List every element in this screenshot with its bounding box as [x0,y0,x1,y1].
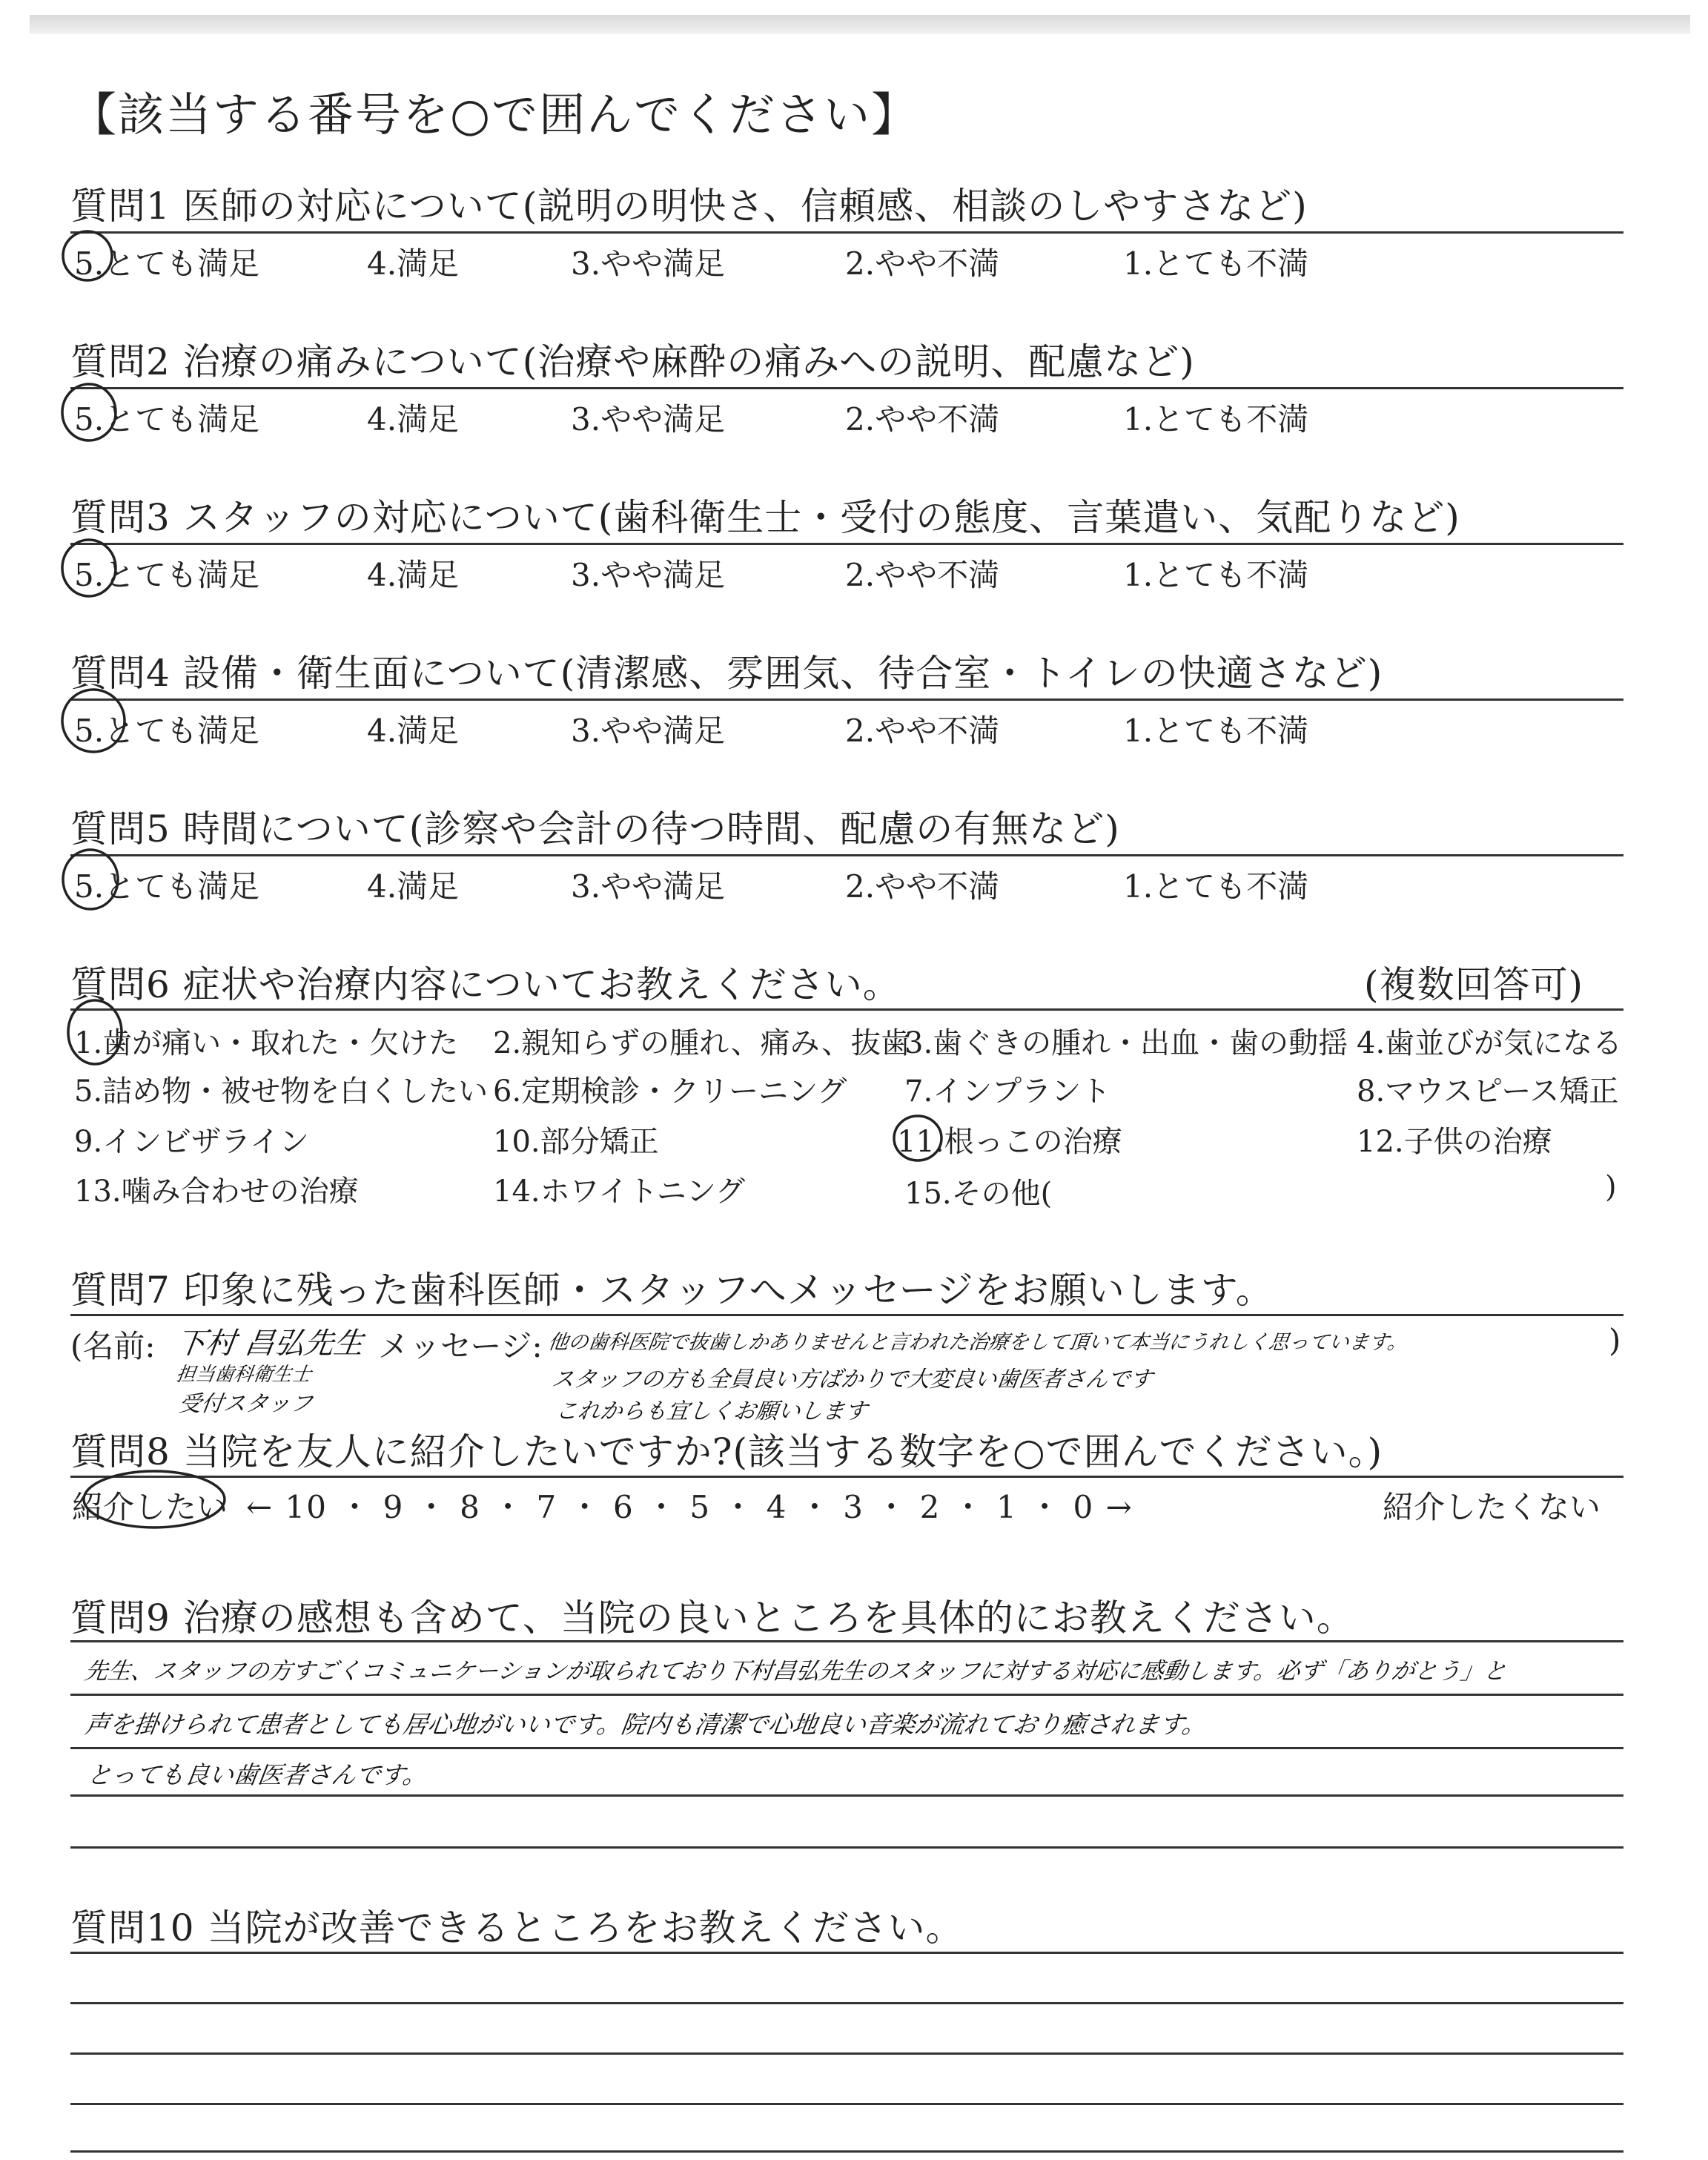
question-3: 質問3 スタッフの対応について(歯科衛生士・受付の態度、言葉遣い、気配りなど) [70,496,1460,539]
divider [70,854,1623,856]
q5-option-1[interactable]: 1.とても不満 [1123,868,1309,905]
handwritten-answer-line[interactable]: 先生、スタッフの方すごくコミュニケーションが取られており下村昌弘先生のスタッフに対する対応に感動します。必ず「ありがとう」と [82,1658,1509,1685]
q2-option-2[interactable]: 2.やや不満 [845,401,1000,437]
q5-option-3[interactable]: 3.やや満足 [571,868,726,905]
q4-option-2[interactable]: 2.やや不満 [845,713,1000,749]
q6-item-8[interactable]: 8.マウスピース矯正 [1357,1074,1619,1109]
q4-option-4[interactable]: 4.満足 [367,713,460,749]
question-1: 質問1 医師の対応について(説明の明快さ、信頼感、相談のしやすさなど) [70,185,1308,228]
form-heading: 【該当する番号を○で囲んでください】 [70,87,919,142]
question-8: 質問8 当院を友人に紹介したいですか?(該当する数字を○で囲んでください。) [70,1430,1383,1473]
recommend-yes-label[interactable]: 紹介したい [72,1489,228,1525]
q6-item-1[interactable]: 1.歯が痛い・取れた・欠けた [74,1026,459,1060]
q6-item-2[interactable]: 2.親知らずの腫れ、痛み、抜歯 [493,1026,910,1060]
q5-option-2[interactable]: 2.やや不満 [845,868,1000,905]
q1-option-2[interactable]: 2.やや不満 [845,245,1000,282]
q2-option-1[interactable]: 1.とても不満 [1123,401,1309,437]
q6-item-7[interactable]: 7.インプラント [904,1074,1111,1109]
answer-line [70,2150,1623,2153]
handwritten-message[interactable]: 他の歯科医院で抜歯しかありませんと言われた治療をして頂いて本当にうれしく思っています。 [546,1331,1409,1354]
question-5: 質問5 時間について(診察や会計の待つ時間、配慮の有無など) [70,807,1120,851]
handwritten-message[interactable]: スタッフの方も全員良い方ばかりで大変良い歯医者さんです [550,1367,1154,1393]
q4-option-1[interactable]: 1.とても不満 [1123,713,1309,749]
q6-other-close: ) [1605,1170,1617,1204]
scan-edge [30,15,1690,34]
question-4: 質問4 設備・衛生面について(清潔感、雰囲気、待合室・トイレの快適さなど) [70,652,1383,695]
q3-option-2[interactable]: 2.やや不満 [845,557,1000,593]
question-2: 質問2 治療の痛みについて(治療や麻酔の痛みへの説明、配慮など) [70,340,1195,383]
q6-item-3[interactable]: 3.歯ぐきの腫れ・出血・歯の動揺 [904,1026,1348,1060]
recommend-no-label[interactable]: 紹介したくない [1383,1489,1601,1525]
handwritten-name[interactable]: 下村 昌弘先生 [173,1327,366,1361]
q6-item-13[interactable]: 13.噛み合わせの治療 [74,1175,359,1209]
question-7: 質問7 印象に残った歯科医師・スタッフへメッセージをお願いします。 [70,1269,1274,1312]
recommend-scale[interactable]: ← 10 ・ 9 ・ 8 ・ 7 ・ 6 ・ 5 ・ 4 ・ 3 ・ 2 ・ 1 ・ 0 → [246,1489,1133,1525]
handwritten-name[interactable]: 受付スタッフ [177,1391,314,1417]
question-10: 質問10 当院が改善できるところをお教えください。 [70,1906,964,1949]
divider [70,698,1623,701]
answer-line [70,2002,1623,2004]
name-label: (名前: [70,1328,156,1364]
q6-item-10[interactable]: 10.部分矯正 [493,1125,659,1159]
divider [70,1640,1623,1642]
q5-option-4[interactable]: 4.満足 [367,868,460,905]
multiple-answer-note: (複数回答可) [1364,963,1584,1006]
divider [70,1476,1623,1478]
q5-option-5[interactable]: 5.とても満足 [74,868,260,905]
divider [70,1008,1623,1011]
message-label: メッセージ: [378,1328,543,1364]
answer-line [70,1694,1623,1696]
q6-item-14[interactable]: 14.ホワイトニング [493,1175,746,1209]
divider [70,231,1623,234]
handwritten-answer-line[interactable]: とっても良い歯医者さんです。 [85,1760,430,1789]
q1-option-3[interactable]: 3.やや満足 [571,245,726,282]
q6-item-9[interactable]: 9.インビザライン [74,1125,309,1159]
divider [70,543,1623,545]
answer-line [70,1794,1623,1797]
q4-option-3[interactable]: 3.やや満足 [571,713,726,749]
q3-option-5[interactable]: 5.とても満足 [74,557,260,593]
answer-line [70,2103,1623,2105]
answer-line [70,1846,1623,1849]
q6-item-6[interactable]: 6.定期検診・クリーニング [493,1074,847,1109]
handwritten-answer-line[interactable]: 声を掛けられて患者としても居心地がいいです。院内も清潔で心地良い音楽が流れており癒されます。 [82,1710,1209,1739]
q3-option-1[interactable]: 1.とても不満 [1123,557,1309,593]
q1-option-5[interactable]: 5.とても満足 [74,245,260,282]
answer-line [70,1747,1623,1749]
q6-item-12[interactable]: 12.子供の治療 [1357,1125,1552,1159]
q4-option-5[interactable]: 5.とても満足 [74,713,260,749]
q2-option-4[interactable]: 4.満足 [367,401,460,437]
q6-item-4[interactable]: 4.歯並びが気になる [1357,1026,1623,1060]
message-close: ) [1609,1322,1621,1358]
q2-option-5[interactable]: 5.とても満足 [74,401,260,437]
q3-option-3[interactable]: 3.やや満足 [571,557,726,593]
divider [70,1952,1623,1954]
question-9: 質問9 治療の感想も含めて、当院の良いところを具体的にお教えください。 [70,1596,1354,1639]
question-6: 質問6 症状や治療内容についてお教えください。 [70,963,901,1006]
handwritten-message[interactable]: これからも宜しくお願いします [554,1398,869,1424]
q3-option-4[interactable]: 4.満足 [367,557,460,593]
answer-line [70,2052,1623,2055]
q2-option-3[interactable]: 3.やや満足 [571,401,726,437]
divider [70,387,1623,389]
q1-option-4[interactable]: 4.満足 [367,245,460,282]
q1-option-1[interactable]: 1.とても不満 [1123,245,1309,282]
q6-item-15[interactable]: 15.その他( [904,1177,1053,1211]
q6-item-11[interactable]: 11.根っこの治療 [897,1125,1122,1159]
handwritten-name[interactable]: 担当歯科衛生士 [174,1364,313,1386]
q6-item-5[interactable]: 5.詰め物・被せ物を白くしたい [74,1074,489,1109]
divider [70,1314,1623,1316]
